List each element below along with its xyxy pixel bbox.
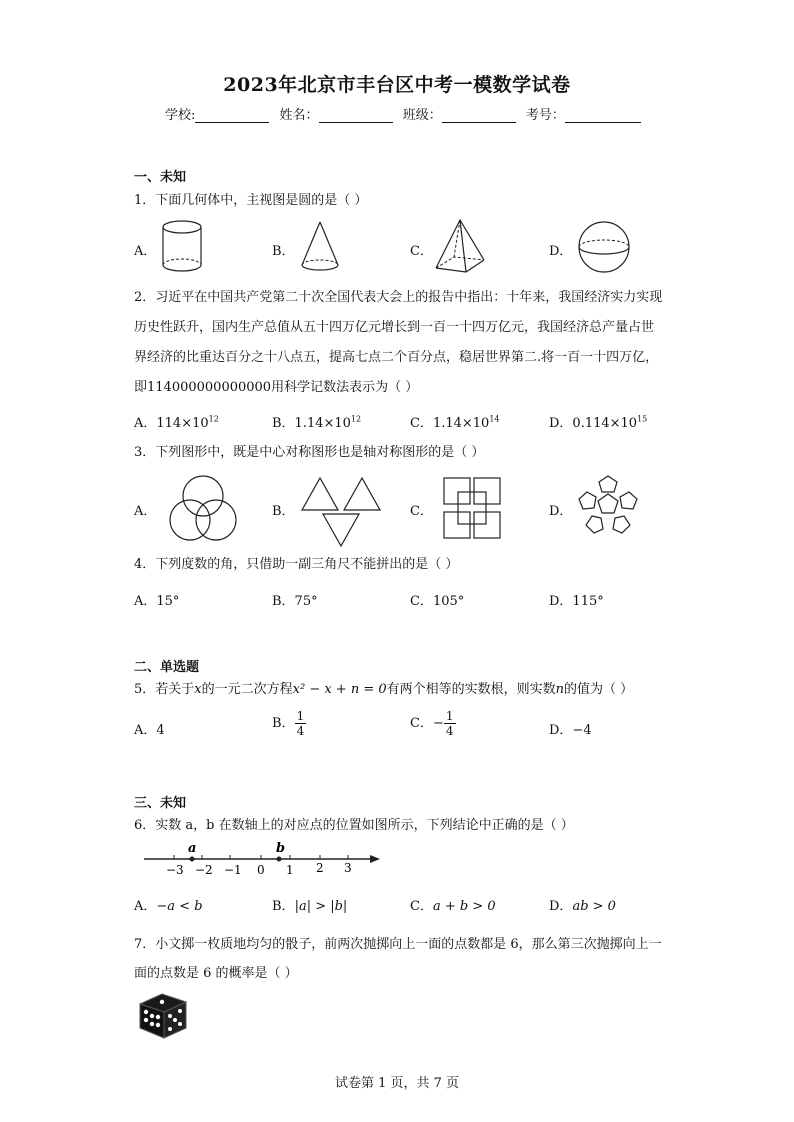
- q1-option-a: A．: [134, 244, 157, 259]
- section-heading-1: 一、未知: [134, 170, 187, 185]
- q5-c-sign: −: [432, 716, 444, 731]
- tick-label-neg3: −3: [166, 863, 184, 877]
- q5-stem-mid: 的一元二次方程: [201, 682, 293, 697]
- q2-b-exp: 12: [350, 414, 362, 424]
- dice-figure: [134, 990, 190, 1042]
- q2-b-base: B．1.14×10: [272, 416, 351, 431]
- q2-option-c: [410, 412, 500, 431]
- q3-option-b: B．: [272, 504, 295, 519]
- tick-label-2: 2: [316, 861, 324, 875]
- q5-b-num: 1: [296, 709, 305, 723]
- q1-option-c: C．: [410, 244, 433, 259]
- q1-option-b: B．: [272, 244, 295, 259]
- point-b: [277, 857, 282, 862]
- id-blank[interactable]: [565, 110, 641, 123]
- label-a: a: [188, 841, 197, 856]
- question-5-stem: [134, 677, 674, 703]
- label-b: b: [276, 841, 286, 856]
- tick-label-neg2: −2: [195, 863, 213, 877]
- q6-b-label: B．: [272, 899, 295, 914]
- q2-a-exp: 12: [208, 414, 219, 424]
- tick-label-neg1: −1: [224, 863, 242, 877]
- id-label: 考号：: [525, 108, 565, 123]
- q5-b-fraction: [295, 709, 307, 738]
- q2-c-base: C．1.14×10: [410, 416, 490, 431]
- sphere-figure: [574, 220, 634, 276]
- question-1-stem: 1．下面几何体中，主视图是圆的是（ ）: [134, 193, 368, 208]
- q5-option-c: [410, 709, 456, 738]
- q4-option-c: C．105°: [410, 594, 465, 609]
- section-heading-2: 二、单选题: [134, 660, 200, 675]
- q3-option-a: A．: [134, 504, 157, 519]
- q5-c-label: C．: [410, 716, 433, 731]
- q6-b-expr: |a| > |b|: [294, 899, 348, 914]
- q5-stem-post: 有两个相等的实数根，则实数: [386, 682, 556, 697]
- q5-stem-pre: 5．若关于: [134, 682, 195, 697]
- q4-option-d: D．115°: [549, 594, 604, 609]
- q6-d-label: D．: [549, 899, 573, 914]
- q6-c-expr: a + b > 0: [432, 899, 496, 914]
- tick-label-3: 3: [344, 861, 352, 875]
- student-info-line: [165, 104, 647, 123]
- q5-b-den: 4: [296, 724, 305, 738]
- point-a: [190, 857, 195, 862]
- q5-equation: x² − x + n = 0: [292, 682, 387, 697]
- cone-figure: [296, 218, 346, 276]
- q3-option-c: C．: [410, 504, 433, 519]
- three-triangles-figure: [298, 474, 384, 550]
- q5-c-den: 4: [445, 724, 454, 738]
- q2-option-d: [549, 412, 647, 431]
- tick-label-0: 0: [257, 863, 265, 877]
- q1-option-d: D．: [549, 244, 573, 259]
- cylinder-figure: [158, 218, 208, 276]
- name-label: 姓名：: [279, 108, 319, 123]
- q5-var-x: x: [194, 682, 202, 697]
- page-title: 2023年北京市丰台区中考一模数学试卷: [223, 74, 571, 96]
- number-line-figure: [140, 840, 390, 880]
- q5-var-n: n: [555, 682, 565, 697]
- q2-a-base: A．114×10: [134, 416, 209, 431]
- section-heading-3: 三、未知: [134, 796, 187, 811]
- school-blank[interactable]: [195, 110, 269, 123]
- tick-label-1: 1: [286, 863, 294, 877]
- q2-d-exp: 15: [637, 414, 648, 424]
- pyramid-figure: [432, 216, 488, 276]
- q6-option-c: [410, 895, 496, 914]
- q5-option-b: [272, 709, 306, 738]
- q5-option-d: D．−4: [549, 723, 592, 738]
- page-footer: 试卷第 1 页，共 7 页: [334, 1076, 460, 1091]
- q3-option-d: D．: [549, 504, 573, 519]
- q6-a-label: A．: [134, 899, 157, 914]
- q6-option-d: [549, 895, 616, 914]
- q4-option-b: B．75°: [272, 594, 318, 609]
- class-label: 班级：: [402, 108, 442, 123]
- question-6-stem: 6．实数 a，b 在数轴上的对应点的位置如图所示，下列结论中正确的是（ ）: [134, 818, 574, 833]
- question-7-stem: 7．小文掷一枚质地均匀的骰子，前两次抛掷向上一面的点数都是 6，那么第三次抛掷向上一面的点数是 6 的概率是（ ）: [134, 937, 662, 981]
- q6-a-expr: −a < b: [156, 899, 203, 914]
- name-blank[interactable]: [319, 110, 393, 123]
- school-label: 学校:: [165, 108, 196, 123]
- class-blank[interactable]: [442, 110, 516, 123]
- q6-d-expr: ab > 0: [572, 899, 616, 914]
- q6-c-label: C．: [410, 899, 433, 914]
- q5-stem-end: 的值为（ ）: [564, 682, 634, 697]
- q6-option-b: [272, 895, 347, 914]
- q5-c-fraction: [444, 709, 456, 738]
- q5-c-num: 1: [445, 709, 454, 723]
- q2-option-a: [134, 412, 219, 431]
- q2-c-exp: 14: [489, 414, 500, 424]
- q2-option-b: [272, 412, 361, 431]
- q5-b-label: B．: [272, 716, 295, 731]
- question-3-stem: 3．下列图形中，既是中心对称图形也是轴对称图形的是（ ）: [134, 445, 485, 460]
- q2-d-base: D．0.114×10: [549, 416, 638, 431]
- pentagon-ring-figure: [574, 472, 642, 540]
- question-2-stem: 2．习近平在中国共产党第二十次全国代表大会上的报告中指出：十年来，我国经济实力实现历史性跃升，国内生产总值从五十四万亿元增长到一百一十四万亿元，我国经济总产量占世界经济的比重达百分之十八点五，提高七点二个百分点，稳居世界第二.将一百一十四万亿，即114000000000000用科学记数法表示为（ ）: [134, 290, 663, 395]
- q5-option-a: A．4: [134, 723, 165, 738]
- three-circles-figure: [162, 472, 244, 548]
- question-4-stem: 4．下列度数的角，只借助一副三角尺不能拼出的是（ ）: [134, 557, 459, 572]
- interlocking-squares-figure: [440, 474, 506, 544]
- q6-option-a: [134, 895, 203, 914]
- q4-option-a: A．15°: [134, 594, 180, 609]
